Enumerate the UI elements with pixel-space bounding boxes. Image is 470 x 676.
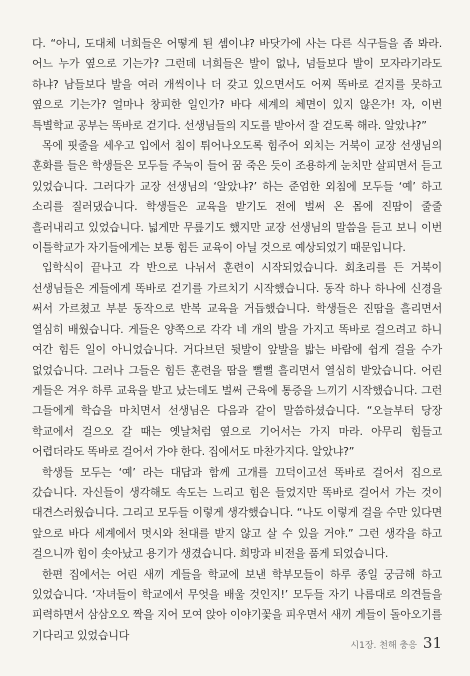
chapter-label: 시1장. 천해 충응 <box>350 641 417 651</box>
page-footer <box>350 634 442 652</box>
paragraph-2: 목에 핏줄을 세우고 입에서 침이 튀어나오도록 힘주어 외치는 거북이 교장 선생님의 훈화를 들은 학생들은 모두들 주눅이 들어 꿈 죽은 듯이 조용하게 눈치만 살피면서 듣고 있었습니다. 그러다가 교장 선생님의 ‘알았냐?’ 하는 준엄한 외침에 모두들 ‘예’ 하고 소리를 질러댔습니다. 학생들은 교육을 받기도 전에 벌써 온 몸에 진땀이 줄줄 흘러내리고 있었습니다. 넓게만 무릎기도 했지만 교장 선생님의 말씀을 듣고 보니 이번 이틀학교가 자기들에게는 보통 힘든 교육이 아닐 것으로 예상되었기 때문입니다. <box>32 139 442 255</box>
paragraph-5: 한편 집에서는 어린 새끼 게들을 학교에 보낸 학부모들이 하루 종일 궁금해 하고 있었습니다. ‘자녀들이 학교에서 무엇을 배울 것인지!’ 모두들 자기 나름대로 의견들을 피력하면서 삼삼오오 짝을 지어 모여 앉아 이야기꽃을 피우면서 새끼 게들이 돌아오기를 기다리고 있었습니다 <box>32 567 442 642</box>
paragraph-4: 학생들 모두는 ‘예’ 라는 대답과 함께 고개를 끄덕이고선 똑바로 걸어서 집으로 갔습니다. 자신들이 생각해도 속도는 느리고 힘은 들었지만 똑바로 걸어서 가는 것이 대견스러웠습니다. 그리고 모두들 이렇게 생각했습니다. “나도 이렇게 걸을 수만 있다면 앞으로 바다 세계에서 멋시와 천대를 받지 않고 살 수 있을 거야.” 그런 생각을 하고 걸으니까 힘이 솟아났고 용기가 생겼습니다. 희망과 비전을 품게 되었습니다. <box>32 465 442 561</box>
paragraph-1: 다. “아니, 도대체 너희들은 어떻게 된 셈이냐? 바닷가에 사는 다른 식구들을 좀 봐라. 어느 누가 옆으로 기는가? 그런데 너희들은 발이 없나, 넘들보다 발이 모자라기라도 하냐? 남들보다 발을 여러 개씩이나 더 갖고 있으면서도 어찌 똑바로 걷지를 못하고 옆으로 기는가? 얼마나 창피한 일인가? 바다 세계의 체면이 있지 않은가! 자, 이번 특별학교 공부는 똑바로 걷기다. 선생님들의 지도를 받아서 잘 걷도록 해라. 알았냐?” <box>32 37 442 132</box>
page-number: 31 <box>422 634 442 652</box>
paragraph-3: 입학식이 끝나고 각 반으로 나뉘서 훈련이 시작되었습니다. 회초리를 든 거북이 선생님들은 게들에게 똑바로 걷기를 가르치기 시작했습니다. 동작 하나 하나에 신경을 써서 가르쳤고 부분 동작으로 반복 교육을 거듭했습니다. 학생들은 진땀을 흘리면서 열심히 배웠습니다. 게들은 양쪽으로 각각 네 개의 발을 가지고 똑바로 걸으려고 하니 여간 힘든 일이 아니었습니다. 거다브던 뒷발이 앞발을 밟는 바람에 쉽게 걸을 수가 없었습니다. 그러나 그들은 힘든 훈련을 땀을 뻘뻘 흘리면서 열심히 받았습니다. 어린 게들은 겨우 하루 교육을 받고 났는데도 벌써 근육에 통증을 느끼기 시작했습니다. 그런 그들에게 학습을 마치면서 선생님은 다음과 같이 말씀하셨습니다. “오늘부터 당장 학교에서 걸으오 갈 때는 옛날처럼 옆으로 기어서는 가지 마라. 아무리 힘들고 어렵더라도 똑바로 걸어서 가야 한다. 집에서도 마찬가지다. 알았냐?” <box>32 261 442 459</box>
